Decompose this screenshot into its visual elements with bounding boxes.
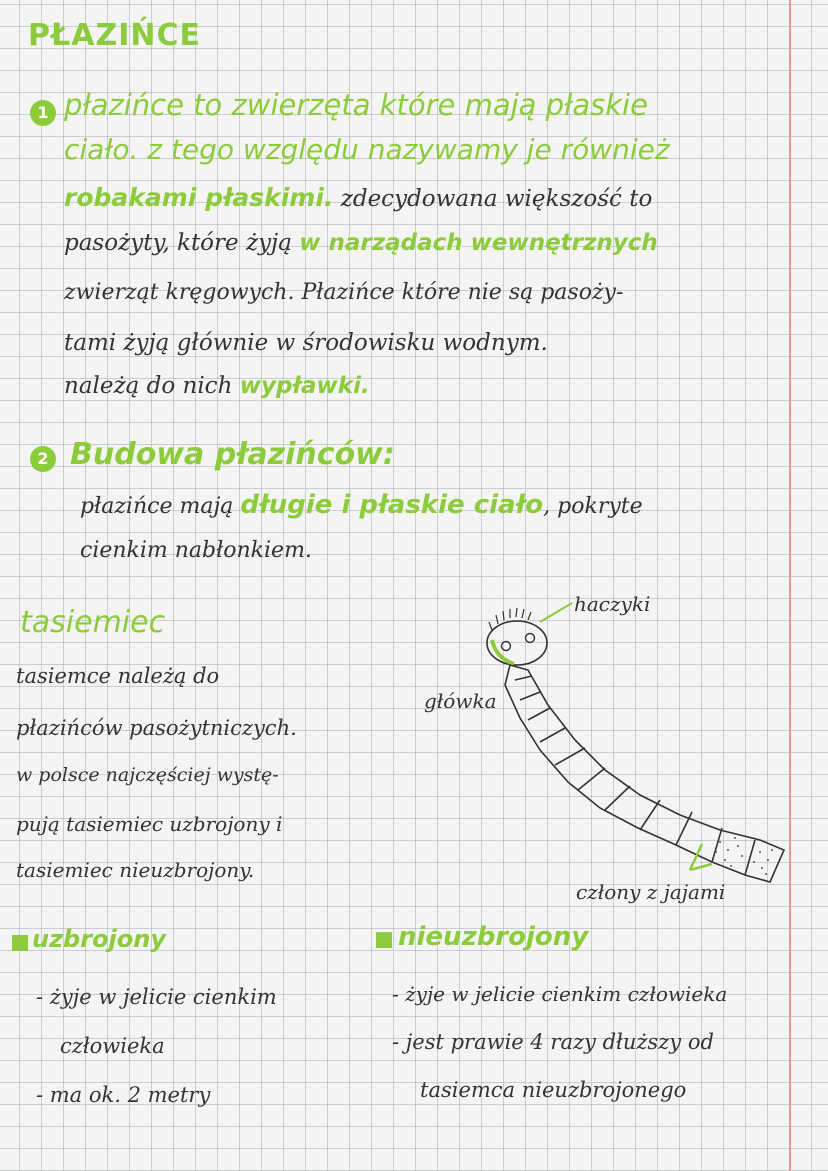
uzbrojony-item-1: człowieka (60, 1034, 165, 1058)
tapeworm-hooks (489, 608, 531, 630)
label-hooks: haczyki (574, 592, 651, 616)
uzbrojony-heading: uzbrojony (32, 925, 167, 953)
section1-line3-rest: zdecydowana większość to (333, 186, 653, 212)
section1-line3-green: robakami płaskimi. (64, 183, 334, 212)
section2-line1-start: płazińce mają (80, 494, 241, 519)
section1-line6: tami żyją głównie w środowisku wodnym. (64, 330, 548, 356)
section2-line2: cienkim nabłonkiem. (80, 538, 312, 563)
nieuzbrojony-item-2: tasiemca nieuzbrojonego (420, 1078, 687, 1102)
section-number-2: 2 (30, 446, 56, 472)
section1-line2: ciało. z tego względu nazywamy je również (64, 133, 670, 166)
egg-dots (715, 837, 773, 875)
section1-line1: płazińce to zwierzęta które mają płaskie (64, 88, 648, 122)
tapeworm-head (487, 621, 547, 665)
section1-line7-green: wypławki. (239, 373, 370, 399)
tasiemiec-line-3: pują tasiemiec uzbrojony i (16, 812, 283, 836)
section2-line1-green: długie i płaskie ciało (240, 490, 544, 520)
section1-line4-green: w narządach wewnętrznych (299, 230, 658, 256)
uzbrojony-item-2: - ma ok. 2 metry (36, 1083, 211, 1107)
nieuzbrojony-item-1: - jest prawie 4 razy dłuższy od (392, 1030, 714, 1054)
nieuzbrojony-heading: nieuzbrojony (398, 922, 589, 952)
label-segments: człony z jajami (576, 880, 726, 904)
section-number-1: 1 (30, 100, 56, 126)
uzbrojony-item-0: - żyje w jelicie cienkim (36, 985, 277, 1009)
tasiemiec-heading: tasiemiec (20, 605, 166, 640)
section1-line7-start: należą do nich (64, 373, 240, 399)
page-title: PŁAZIŃCE (28, 18, 201, 53)
hooks-pointer (540, 603, 572, 622)
uzbrojony-bullet-square (12, 935, 28, 951)
tasiemiec-line-2: w polsce najczęściej wystę- (16, 764, 279, 786)
tapeworm-body (505, 665, 784, 882)
label-head: główka (424, 689, 497, 713)
nieuzbrojony-item-0: - żyje w jelicie cienkim człowieka (392, 982, 728, 1006)
section2-heading: Budowa płazińców: (70, 437, 395, 472)
section1-line4-start: pasożyty, które żyją (64, 230, 300, 256)
section1-line5: zwierząt kręgowych. Płazińce które nie są pasoży- (64, 280, 624, 305)
tasiemiec-line-4: tasiemiec nieuzbrojony. (16, 858, 255, 882)
tasiemiec-line-1: płazińców pasożytniczych. (16, 716, 297, 740)
tasiemiec-line-0: tasiemce należą do (16, 664, 220, 688)
section2-line1-end: , pokryte (543, 494, 643, 519)
nieuzbrojony-bullet-square (376, 932, 392, 948)
